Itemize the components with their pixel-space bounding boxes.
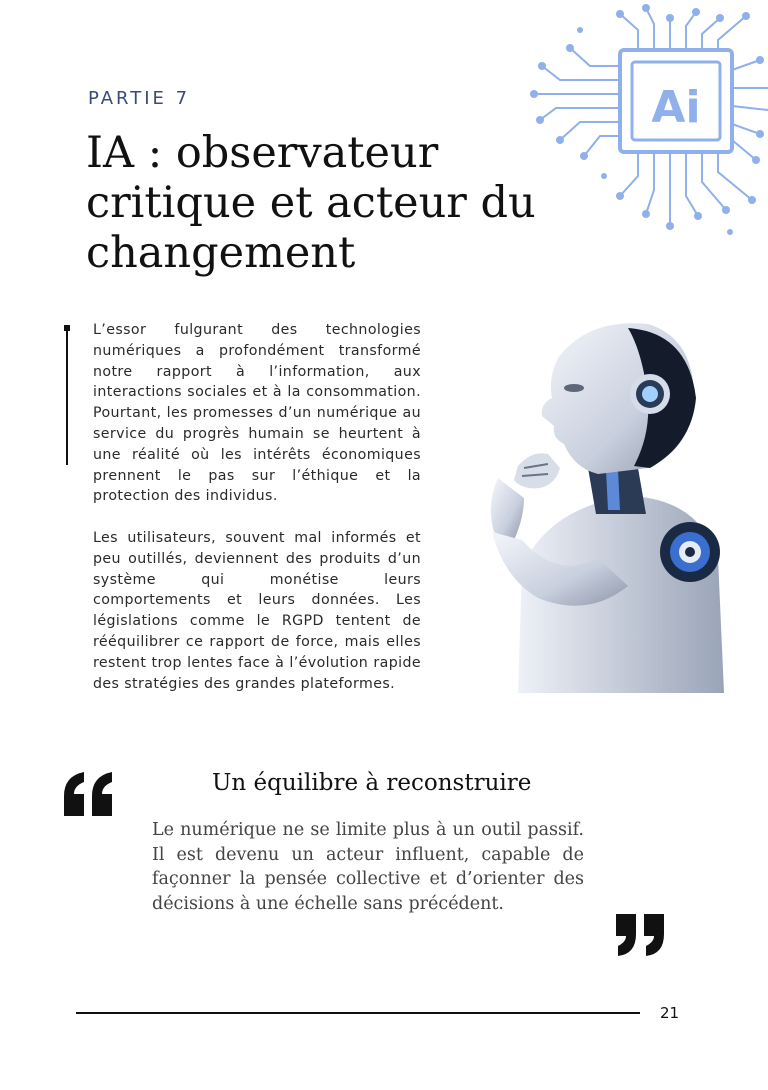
paragraph: Les utilisateurs, souvent mal informés et peu outillés, deviennent des produits d’un système qui monétise leurs comportements et leurs données. Les législations comme le RGPD tentent de rééquilibrer ce rapport de force, mais elles restent trop lentes face à l’évolution rapide des stratégies des grandes plateformes. [93, 529, 421, 692]
close-quote-icon [612, 912, 672, 958]
page-title: IA : observateur critique et acteur du changement [86, 128, 536, 278]
page-number: 21 [660, 1004, 680, 1022]
quote-title: Un équilibre à reconstruire [212, 770, 532, 796]
footer-rule [76, 1012, 640, 1014]
body-text [93, 320, 421, 715]
section-kicker: PARTIE 7 [88, 88, 191, 109]
chip-label: Ai [651, 82, 701, 133]
quote-text: Le numérique ne se limite plus à un outil passif. Il est devenu un acteur influent, capable de façonner la pensée collective et d’orienter des décisions à une échelle sans précédent. [152, 820, 584, 914]
paragraph: L’essor fulgurant des technologies numériques a profondément transformé notre rapport à l’information, aux interactions sociales et à la consommation. Pourtant, les promesses d’un numérique au service du progrès humain se heurtent à une réalité où les intérêts économiques prennent le pas sur l’éthique et la protection des individus. [93, 322, 421, 505]
robot-illustration [478, 318, 728, 693]
open-quote-icon [60, 770, 120, 820]
side-rule [64, 325, 68, 465]
ai-chip-icon [520, 0, 768, 250]
